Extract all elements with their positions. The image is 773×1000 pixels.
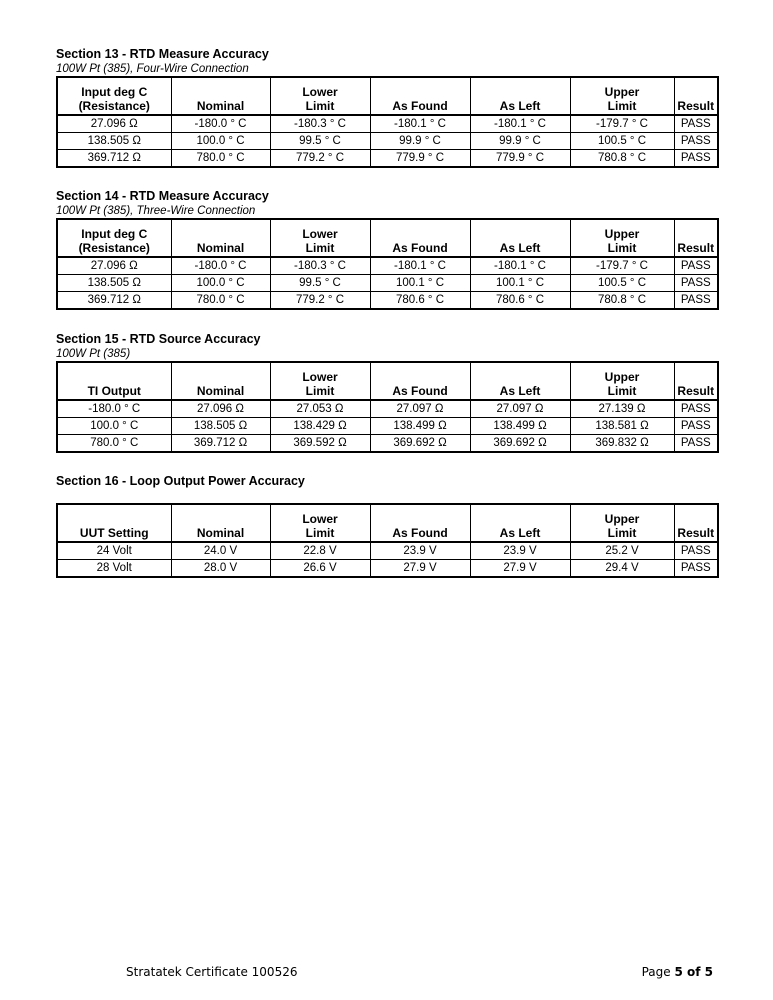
table-row	[57, 133, 718, 150]
column-header: Nominal	[171, 219, 270, 257]
section-title: Section 14 - RTD Measure Accuracy	[56, 189, 269, 203]
table-cell: 99.5 ° C	[270, 133, 370, 150]
results-table	[56, 218, 719, 310]
table-cell: 780.6 ° C	[370, 292, 470, 310]
table-cell: 99.9 ° C	[370, 133, 470, 150]
table-cell: -180.1 ° C	[370, 257, 470, 275]
table-cell: 27.097 Ω	[470, 400, 570, 418]
table-cell: 369.592 Ω	[270, 435, 370, 453]
table-cell: 27.9 V	[470, 560, 570, 578]
page-prefix: Page	[641, 965, 675, 979]
table-cell: -179.7 ° C	[570, 257, 674, 275]
table-cell: 369.832 Ω	[570, 435, 674, 453]
table-cell: 138.499 Ω	[370, 418, 470, 435]
table-cell: PASS	[674, 400, 718, 418]
table-cell: 779.2 ° C	[270, 292, 370, 310]
column-header: As Found	[370, 504, 470, 542]
table-cell: 22.8 V	[270, 542, 370, 560]
table-cell: 100.5 ° C	[570, 133, 674, 150]
column-header: Result	[674, 504, 718, 542]
table-cell: 24.0 V	[171, 542, 270, 560]
table-row	[57, 257, 718, 275]
table-cell: 28.0 V	[171, 560, 270, 578]
table-cell: PASS	[674, 133, 718, 150]
column-header: Lower Limit	[270, 219, 370, 257]
table-cell: 29.4 V	[570, 560, 674, 578]
column-header: Lower Limit	[270, 77, 370, 115]
table-row	[57, 115, 718, 133]
table-cell: 369.712 Ω	[57, 150, 171, 168]
table-cell: -180.1 ° C	[470, 115, 570, 133]
table-cell: 138.429 Ω	[270, 418, 370, 435]
table-row	[57, 542, 718, 560]
page-num: 5	[674, 965, 683, 979]
section-15	[56, 332, 717, 453]
section-14	[56, 189, 717, 310]
column-header: Upper Limit	[570, 77, 674, 115]
table-row	[57, 292, 718, 310]
table-cell: 27.053 Ω	[270, 400, 370, 418]
table-cell: -180.1 ° C	[370, 115, 470, 133]
table-cell: PASS	[674, 560, 718, 578]
section-title: Section 15 - RTD Source Accuracy	[56, 332, 261, 346]
column-header: Result	[674, 219, 718, 257]
section-title: Section 16 - Loop Output Power Accuracy	[56, 474, 305, 488]
table-cell: 780.0 ° C	[57, 435, 171, 453]
table-cell: 27.097 Ω	[370, 400, 470, 418]
column-header: As Found	[370, 362, 470, 400]
column-header: Lower Limit	[270, 362, 370, 400]
footer-page-number	[642, 965, 713, 979]
column-header: Input deg C (Resistance)	[57, 77, 171, 115]
table-cell: PASS	[674, 292, 718, 310]
table-cell: 138.581 Ω	[570, 418, 674, 435]
table-cell: PASS	[674, 418, 718, 435]
column-header: Nominal	[171, 77, 270, 115]
table-row	[57, 418, 718, 435]
table-cell: PASS	[674, 150, 718, 168]
table-cell: -180.0 ° C	[57, 400, 171, 418]
section-subtitle: 100W Pt (385)	[56, 348, 131, 360]
table-cell: 100.1 ° C	[370, 275, 470, 292]
table-cell: -180.3 ° C	[270, 115, 370, 133]
table-cell: 99.5 ° C	[270, 275, 370, 292]
table-cell: 369.712 Ω	[171, 435, 270, 453]
results-table	[56, 361, 719, 453]
results-table	[56, 503, 719, 578]
table-cell: 100.0 ° C	[57, 418, 171, 435]
table-row	[57, 435, 718, 453]
table-cell: 27.9 V	[370, 560, 470, 578]
column-header: Upper Limit	[570, 219, 674, 257]
footer-certificate: Stratatek Certificate 100526	[126, 965, 298, 979]
column-header: As Found	[370, 219, 470, 257]
table-cell: 100.1 ° C	[470, 275, 570, 292]
column-header: As Left	[470, 504, 570, 542]
table-cell: 779.9 ° C	[370, 150, 470, 168]
column-header: TI Output	[57, 362, 171, 400]
table-cell: 138.499 Ω	[470, 418, 570, 435]
table-cell: 138.505 Ω	[57, 275, 171, 292]
section-subtitle	[56, 490, 717, 503]
table-row	[57, 560, 718, 578]
table-cell: -180.0 ° C	[171, 115, 270, 133]
column-header: Result	[674, 362, 718, 400]
header-row	[57, 362, 718, 400]
table-cell: 138.505 Ω	[57, 133, 171, 150]
table-row	[57, 400, 718, 418]
header-row	[57, 77, 718, 115]
table-cell: PASS	[674, 275, 718, 292]
table-cell: 27.096 Ω	[57, 257, 171, 275]
column-header: UUT Setting	[57, 504, 171, 542]
column-header: Upper Limit	[570, 504, 674, 542]
table-cell: 100.0 ° C	[171, 133, 270, 150]
table-cell: 138.505 Ω	[171, 418, 270, 435]
column-header: As Left	[470, 77, 570, 115]
table-cell: 26.6 V	[270, 560, 370, 578]
table-cell: 779.9 ° C	[470, 150, 570, 168]
table-cell: PASS	[674, 435, 718, 453]
table-cell: 100.5 ° C	[570, 275, 674, 292]
results-table	[56, 76, 719, 168]
table-cell: 24 Volt	[57, 542, 171, 560]
header-row	[57, 219, 718, 257]
table-cell: -180.3 ° C	[270, 257, 370, 275]
table-cell: 780.8 ° C	[570, 292, 674, 310]
table-cell: 780.0 ° C	[171, 292, 270, 310]
table-cell: 780.0 ° C	[171, 150, 270, 168]
page-total: 5	[704, 965, 713, 979]
table-cell: -180.0 ° C	[171, 257, 270, 275]
page-of: of	[682, 965, 705, 979]
table-cell: -179.7 ° C	[570, 115, 674, 133]
table-cell: 25.2 V	[570, 542, 674, 560]
section-13	[56, 47, 717, 168]
table-cell: 369.692 Ω	[470, 435, 570, 453]
table-row	[57, 150, 718, 168]
column-header: Upper Limit	[570, 362, 674, 400]
column-header: Lower Limit	[270, 504, 370, 542]
table-cell: 779.2 ° C	[270, 150, 370, 168]
table-cell: 369.712 Ω	[57, 292, 171, 310]
table-cell: PASS	[674, 542, 718, 560]
table-cell: 28 Volt	[57, 560, 171, 578]
table-cell: 100.0 ° C	[171, 275, 270, 292]
column-header: As Left	[470, 219, 570, 257]
column-header: As Left	[470, 362, 570, 400]
table-cell: -180.1 ° C	[470, 257, 570, 275]
table-cell: 27.096 Ω	[171, 400, 270, 418]
table-cell: 99.9 ° C	[470, 133, 570, 150]
table-cell: 780.8 ° C	[570, 150, 674, 168]
table-cell: PASS	[674, 257, 718, 275]
section-subtitle: 100W Pt (385), Three-Wire Connection	[56, 205, 256, 217]
table-row	[57, 275, 718, 292]
section-16	[56, 474, 717, 578]
column-header: Result	[674, 77, 718, 115]
column-header: Nominal	[171, 362, 270, 400]
column-header: Nominal	[171, 504, 270, 542]
table-cell: 23.9 V	[470, 542, 570, 560]
column-header: As Found	[370, 77, 470, 115]
table-cell: 780.6 ° C	[470, 292, 570, 310]
section-subtitle: 100W Pt (385), Four-Wire Connection	[56, 63, 249, 75]
section-title: Section 13 - RTD Measure Accuracy	[56, 47, 269, 61]
table-cell: 23.9 V	[370, 542, 470, 560]
table-cell: 27.139 Ω	[570, 400, 674, 418]
table-cell: PASS	[674, 115, 718, 133]
column-header: Input deg C (Resistance)	[57, 219, 171, 257]
header-row	[57, 504, 718, 542]
table-cell: 27.096 Ω	[57, 115, 171, 133]
table-cell: 369.692 Ω	[370, 435, 470, 453]
